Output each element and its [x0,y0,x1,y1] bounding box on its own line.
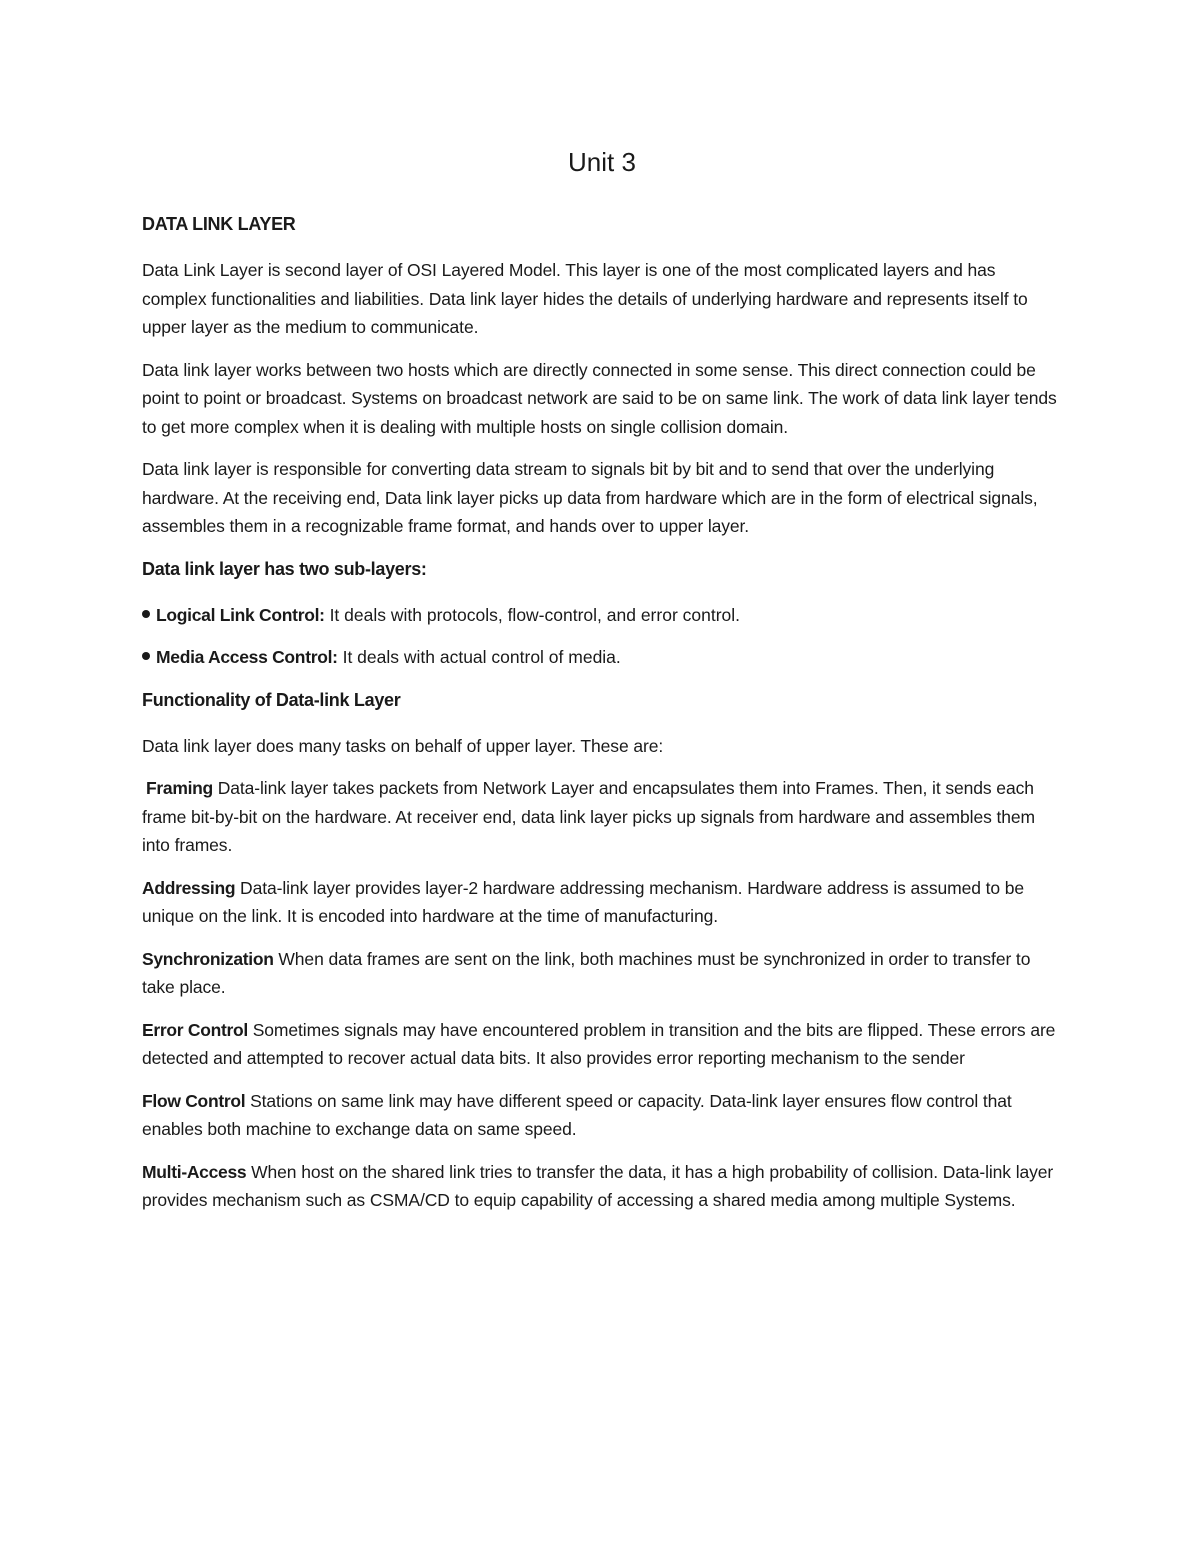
intro-paragraph-3: Data link layer is responsible for converting data stream to signals bit by bit and to send that over the underlying hardware. At the receiving end, Data link layer picks up data from hardware which are in the form of electrical signals, assembles them in a recognizable frame format, and hands over to upper layer. [142,459,1038,536]
functionality-intro: Data link layer does many tasks on behalf of upper layer. These are: [142,735,664,756]
function-item-addressing [142,874,1062,931]
function-item-framing [142,774,1062,860]
sublayer-term: Media Access Control: [156,647,338,667]
sublayers-heading: Data link layer has two sub-layers: [142,558,427,579]
function-description: When host on the shared link tries to transfer the data, it has a high probability of collision. Data-link layer provides mechanism such as CSMA/CD to equip capability of accessing a shared media among multiple Systems. [142,1161,1054,1210]
sublayer-description: It deals with protocols, flow-control, and error control. [324,604,741,625]
page-title: Unit 3 [568,147,636,177]
function-description: Sometimes signals may have encountered problem in transition and the bits are flipped. These errors are detected and attempted to recover actual data bits. It also provides error reporting mechanism to the sender [142,1019,1056,1068]
bullet-icon [142,610,150,618]
function-term: Framing [146,778,213,798]
sublayer-term: Logical Link Control: [156,604,325,625]
function-item-flow-control [142,1087,1062,1144]
function-term: Synchronization [142,948,274,969]
function-item-synchronization [142,945,1062,1002]
sublayer-item-mac [142,643,1062,672]
section-heading-data-link-layer: DATA LINK LAYER [142,214,296,234]
intro-paragraph-2: Data link layer works between two hosts which are directly connected in some sense. This direct connection could be point to point or broadcast. Systems on broadcast network are said to be on same link. The work of data link layer tends to get more complex when it is dealing with multiple hosts on single collision domain. [142,359,1057,437]
intro-paragraph-1: Data Link Layer is second layer of OSI Layered Model. This layer is one of the most complicated layers and has complex functionalities and liabilities. Data link layer hides the details of underlying hardware and represents itself to upper layer as the medium to communicate. [142,260,1028,337]
document-page [142,140,1062,1229]
sublayer-item-llc [142,601,1062,630]
function-term: Addressing [142,877,236,898]
function-term: Multi-Access [142,1161,247,1182]
function-item-error-control [142,1016,1062,1073]
function-description: When data frames are sent on the link, both machines must be synchronized in order to transfer to take place. [142,948,1031,997]
sublayer-description: It deals with actual control of media. [337,647,621,667]
function-description: Stations on same link may have different speed or capacity. Data-link layer ensures flow control that enables both machine to exchange data on same speed. [142,1090,1012,1139]
function-description: Data-link layer takes packets from Network Layer and encapsulates them into Frames. Then, it sends each frame bit-by-bit on the hardware. At receiver end, data link layer picks up signals from hardware and assembles them into frames. [142,778,1036,855]
bullet-icon [142,652,150,660]
function-item-multi-access [142,1158,1062,1215]
function-term: Error Control [142,1019,248,1040]
function-description: Data-link layer provides layer-2 hardware addressing mechanism. Hardware address is assumed to be unique on the link. It is encoded into hardware at the time of manufacturing. [142,877,1025,926]
function-term: Flow Control [142,1090,246,1111]
functionality-heading: Functionality of Data-link Layer [142,689,401,710]
